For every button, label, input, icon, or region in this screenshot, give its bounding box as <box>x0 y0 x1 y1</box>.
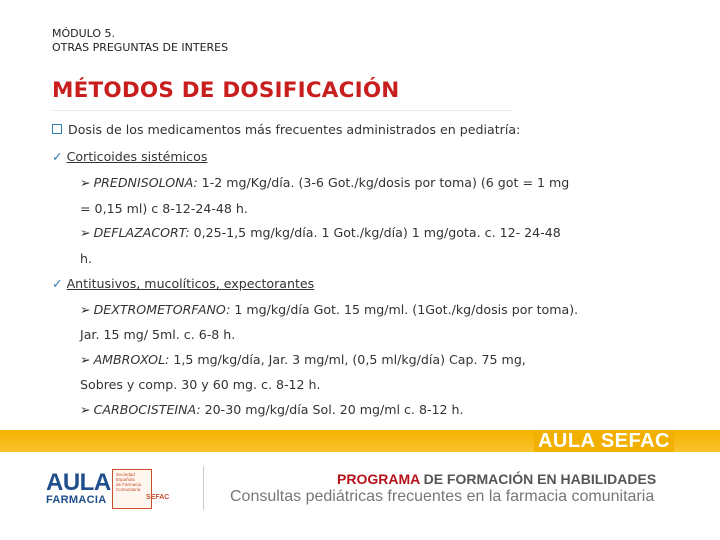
brand-title: AULA SEFAC <box>534 430 674 452</box>
drug-name: DEFLAZACORT: <box>93 225 190 240</box>
section-heading-corticoides <box>52 149 207 164</box>
module-subtitle: OTRAS PREGUNTAS DE INTERES <box>52 41 229 54</box>
list-item <box>80 175 569 190</box>
program-subtitle: Consultas pediátricas frecuentes en la farmacia comunitaria <box>230 488 655 505</box>
drug-name: DEXTROMETORFANO: <box>93 302 231 317</box>
dose-text: 1,5 mg/kg/día, Jar. 3 mg/ml, (0,5 ml/kg/día) Cap. 75 mg, <box>169 352 526 367</box>
footer-divider <box>203 466 204 510</box>
list-item <box>80 352 526 367</box>
program-title-bold: PROGRAMA <box>337 471 420 487</box>
title-divider <box>52 110 512 111</box>
aula-farmacia-logo <box>46 469 111 506</box>
checkmark-icon: ✓ <box>52 149 63 164</box>
arrow-bullet-icon: ➢ <box>80 175 91 190</box>
list-item-continuation: h. <box>80 251 92 266</box>
drug-name: CARBOCISTEINA: <box>93 402 201 417</box>
checkmark-icon: ✓ <box>52 276 63 291</box>
list-item-continuation: = 0,15 ml) c 8-12-24-48 h. <box>80 201 248 216</box>
section-heading-text: Corticoides sistémicos <box>66 149 208 164</box>
program-title-rest: DE FORMACIÓN EN HABILIDADES <box>419 471 657 487</box>
square-bullet-icon <box>52 124 62 134</box>
sefac-logo-text: Sociedad Española de Farmacia Comunitaria <box>116 472 142 492</box>
intro-line <box>52 122 520 137</box>
dose-text: 0,25-1,5 mg/kg/día. 1 Got./kg/día) 1 mg/gota. c. 12- 24-48 <box>189 225 561 240</box>
drug-name: PREDNISOLONA: <box>93 175 198 190</box>
section-heading-text: Antitusivos, mucolíticos, expectorantes <box>66 276 315 291</box>
dose-text: 1 mg/kg/día Got. 15 mg/ml. (1Got./kg/dosis por toma). <box>230 302 579 317</box>
intro-text: Dosis de los medicamentos más frecuentes administrados en pediatría: <box>68 122 521 137</box>
arrow-bullet-icon: ➢ <box>80 352 91 367</box>
list-item <box>80 302 578 317</box>
sefac-logo-word: SEFAC <box>146 494 170 501</box>
dose-text: 1-2 mg/Kg/día. (3-6 Got./kg/dosis por toma) (6 got = 1 mg <box>197 175 570 190</box>
arrow-bullet-icon: ➢ <box>80 302 91 317</box>
logo-farmacia-text: FARMACIA <box>46 494 107 506</box>
arrow-bullet-icon: ➢ <box>80 225 91 240</box>
page-title: MÉTODOS DE DOSIFICACIÓN <box>52 78 400 103</box>
module-number: MÓDULO 5. <box>52 27 116 40</box>
list-item <box>80 402 464 417</box>
list-item-continuation: Jar. 15 mg/ 5ml. c. 6-8 h. <box>80 327 236 342</box>
section-heading-antitusivos <box>52 276 314 291</box>
dose-text: 20-30 mg/kg/día Sol. 20 mg/ml c. 8-12 h. <box>200 402 464 417</box>
program-title <box>337 471 656 487</box>
logo-aula-text: AULA <box>46 469 111 496</box>
sefac-logo <box>112 469 152 509</box>
module-header <box>52 27 228 55</box>
list-item-continuation: Sobres y comp. 30 y 60 mg. c. 8-12 h. <box>80 377 321 392</box>
arrow-bullet-icon: ➢ <box>80 402 91 417</box>
drug-name: AMBROXOL: <box>93 352 170 367</box>
list-item <box>80 225 561 240</box>
